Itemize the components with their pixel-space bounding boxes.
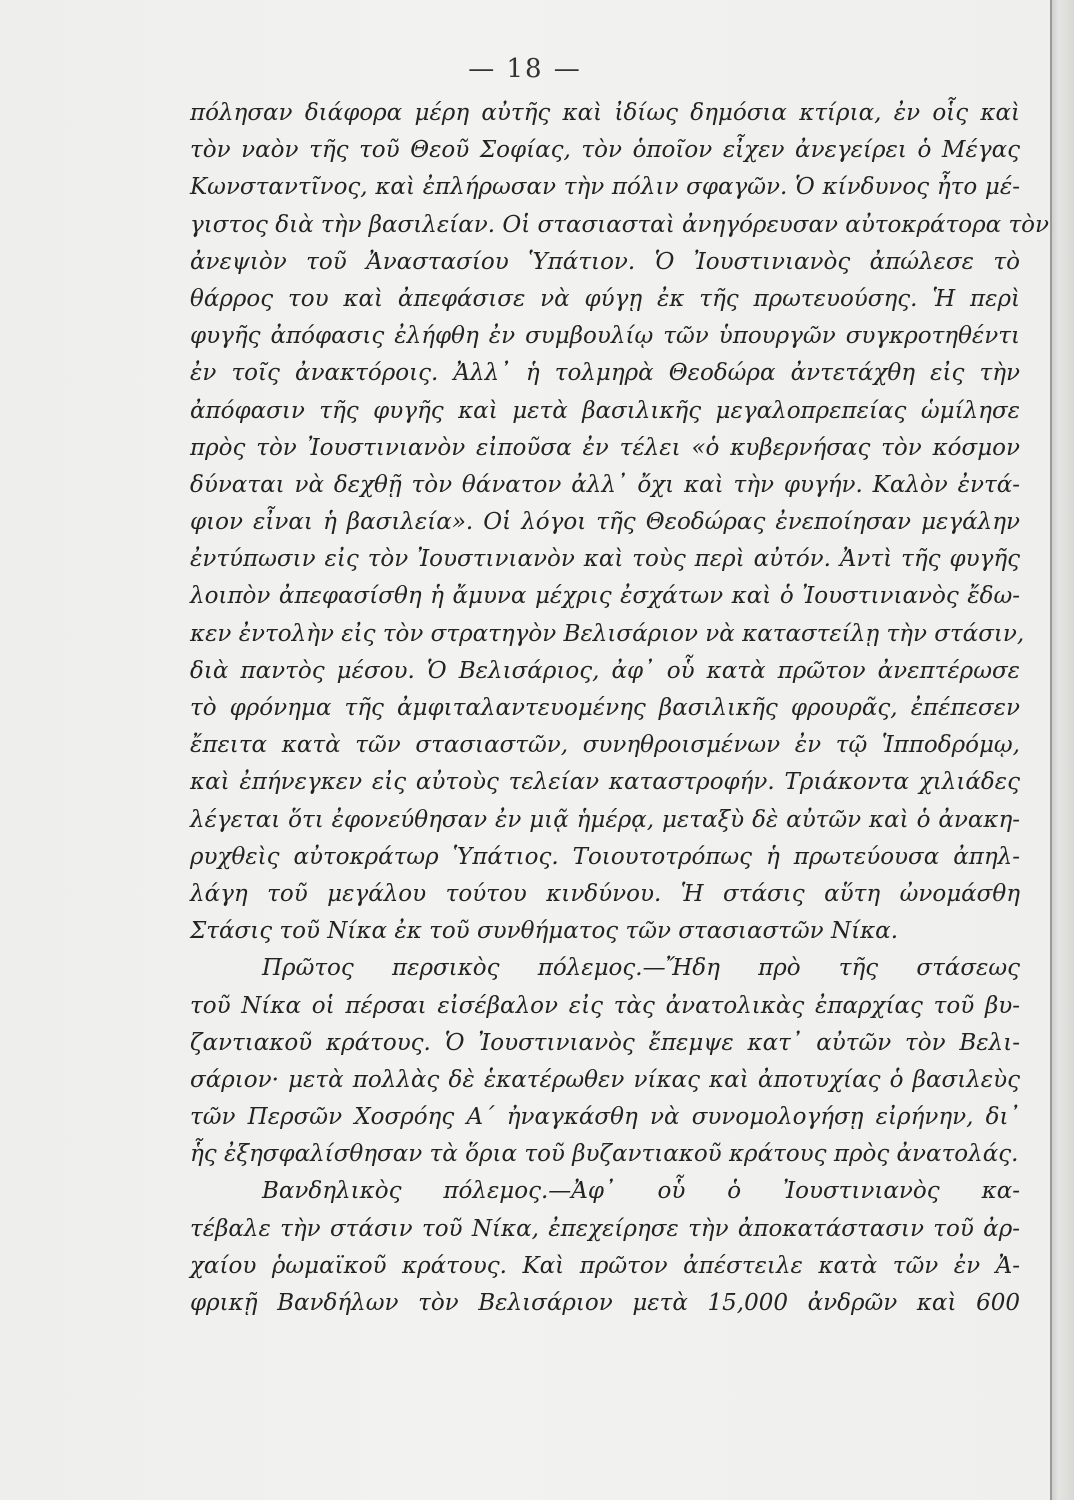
text-line: ἀπόφασιν τῆς φυγῆς καὶ μετὰ βασιλικῆς μεγαλοπρεπείας ὡμίλησε	[190, 397, 1020, 424]
text-line: διὰ παντὸς μέσου. Ὁ Βελισάριος, ἀφ᾽ οὗ κατὰ πρῶτον ἀνεπτέρωσε	[190, 657, 1020, 684]
text-line: τὸ φρόνημα τῆς ἀμφιταλαντευομένης βασιλικῆς φρουρᾶς, ἐπέπεσεν	[190, 695, 1020, 721]
section-heading-line: Βανδηλικὸς πόλεμος.—Ἀφ᾽ οὗ ὁ Ἰουστινιανὸς κα-	[262, 1178, 1020, 1205]
text-line: Κωνσταντῖνος, καὶ ἐπλήρωσαν τὴν πόλιν σφαγῶν. Ὁ κίνδυνος ἦτο μέ-	[190, 174, 1020, 201]
text-line: λάγη τοῦ μεγάλου τούτου κινδύνου. Ἡ στάσις αὕτη ὠνομάσθη	[190, 880, 1020, 907]
text-line: ρυχθεὶς αὐτοκράτωρ Ὑπάτιος. Τοιουτοτρόπως ἡ πρωτεύουσα ἀπηλ-	[190, 843, 1020, 870]
section-heading-line: Πρῶτος περσικὸς πόλεμος.—Ἤδη πρὸ τῆς στάσεως	[262, 955, 1020, 982]
text-line: τὸν ναὸν τῆς τοῦ Θεοῦ Σοφίας, τὸν ὁποῖον εἶχεν ἀνεγείρει ὁ Μέγας	[190, 137, 1020, 164]
text-line: λέγεται ὅτι ἐφονεύθησαν ἐν μιᾷ ἡμέρᾳ, μεταξὺ δὲ αὐτῶν καὶ ὁ ἀνακη-	[190, 806, 1020, 833]
text-line: χαίου ῥωμαϊκοῦ κράτους. Καὶ πρῶτον ἀπέστειλε κατὰ τῶν ἐν Ἀ-	[190, 1252, 1020, 1279]
page-number: — 18 —	[468, 54, 582, 84]
text-line: ἔπειτα κατὰ τῶν στασιαστῶν, συνηθροισμένων ἐν τῷ Ἱπποδρόμῳ,	[190, 732, 1020, 759]
text-line: ἐν τοῖς ἀνακτόροις. Ἀλλ᾽ ἡ τολμηρὰ Θεοδώρα ἀντετάχθη εἰς τὴν	[190, 360, 1020, 387]
text-line: γιστος διὰ τὴν βασιλείαν. Οἱ στασιασταὶ ἀνηγόρευσαν αὐτοκράτορα τὸν	[190, 211, 1049, 238]
text-line: κεν ἐντολὴν εἰς τὸν στρατηγὸν Βελισάριον νὰ καταστείλῃ τὴν στάσιν,	[190, 620, 1025, 647]
text-line: πόλησαν διάφορα μέρη αὐτῆς καὶ ἰδίως δημόσια κτίρια, ἐν οἷς καὶ	[190, 100, 1020, 126]
text-line: καὶ ἐπήνεγκεν εἰς αὐτοὺς τελείαν καταστροφήν. Τριάκοντα χιλιάδες	[190, 769, 1020, 796]
text-line: τοῦ Νίκα οἱ πέρσαι εἰσέβαλον εἰς τὰς ἀνατολικὰς ἐπαρχίας τοῦ βυ-	[190, 992, 1020, 1019]
text-line: τῶν Περσῶν Χοσρόης Α΄ ἠναγκάσθη νὰ συνομολογήσῃ εἰρήνην, δι᾽	[190, 1104, 1020, 1131]
adjacent-page-edge	[1050, 0, 1074, 1500]
body-text	[190, 95, 1049, 1322]
text-line: λοιπὸν ἀπεφασίσθη ἡ ἄμυνα μέχρις ἐσχάτων καὶ ὁ Ἰουστινιανὸς ἔδω-	[190, 583, 1020, 610]
text-line: δύναται νὰ δεχθῇ τὸν θάνατον ἀλλ᾽ ὄχι καὶ τὴν φυγήν. Καλὸν ἐντά-	[190, 471, 1020, 498]
text-line: φυγῆς ἀπόφασις ἐλήφθη ἐν συμβουλίῳ τῶν ὑπουργῶν συγκροτηθέντι	[190, 323, 1020, 350]
text-line: φρικῇ Βανδήλων τὸν Βελισάριον μετὰ 15,000 ἀνδρῶν καὶ 600	[190, 1290, 1020, 1316]
text-line: τέβαλε τὴν στάσιν τοῦ Νίκα, ἐπεχείρησε τὴν ἀποκατάστασιν τοῦ ἀρ-	[190, 1215, 1020, 1242]
text-line: φιον εἶναι ἡ βασιλεία». Οἱ λόγοι τῆς Θεοδώρας ἐνεποίησαν μεγάλην	[190, 509, 1020, 536]
text-line: ἐντύπωσιν εἰς τὸν Ἰουστινιανὸν καὶ τοὺς περὶ αὐτόν. Ἀντὶ τῆς φυγῆς	[190, 546, 1020, 573]
text-line: Στάσις τοῦ Νίκα ἐκ τοῦ συνθήματος τῶν στασιαστῶν Νίκα.	[190, 918, 899, 945]
text-line: ἀνεψιὸν τοῦ Ἀναστασίου Ὑπάτιον. Ὁ Ἰουστινιανὸς ἀπώλεσε τὸ	[190, 248, 1020, 275]
text-line: θάρρος του καὶ ἀπεφάσισε νὰ φύγῃ ἐκ τῆς πρωτευούσης. Ἡ περὶ	[190, 285, 1020, 312]
text-line: ἧς ἐξησφαλίσθησαν τὰ ὅρια τοῦ βυζαντιακοῦ κράτους πρὸς ἀνατολάς.	[190, 1141, 1019, 1168]
text-line: σάριον· μετὰ πολλὰς δὲ ἑκατέρωθεν νίκας καὶ ἀποτυχίας ὁ βασιλεὺς	[190, 1066, 1020, 1093]
text-line: ζαντιακοῦ κράτους. Ὁ Ἰουστινιανὸς ἔπεμψε κατ᾽ αὐτῶν τὸν Βελι-	[190, 1029, 1020, 1056]
text-line: πρὸς τὸν Ἰουστινιανὸν εἰποῦσα ἐν τέλει «ὁ κυβερνήσας τὸν κόσμον	[190, 434, 1020, 461]
